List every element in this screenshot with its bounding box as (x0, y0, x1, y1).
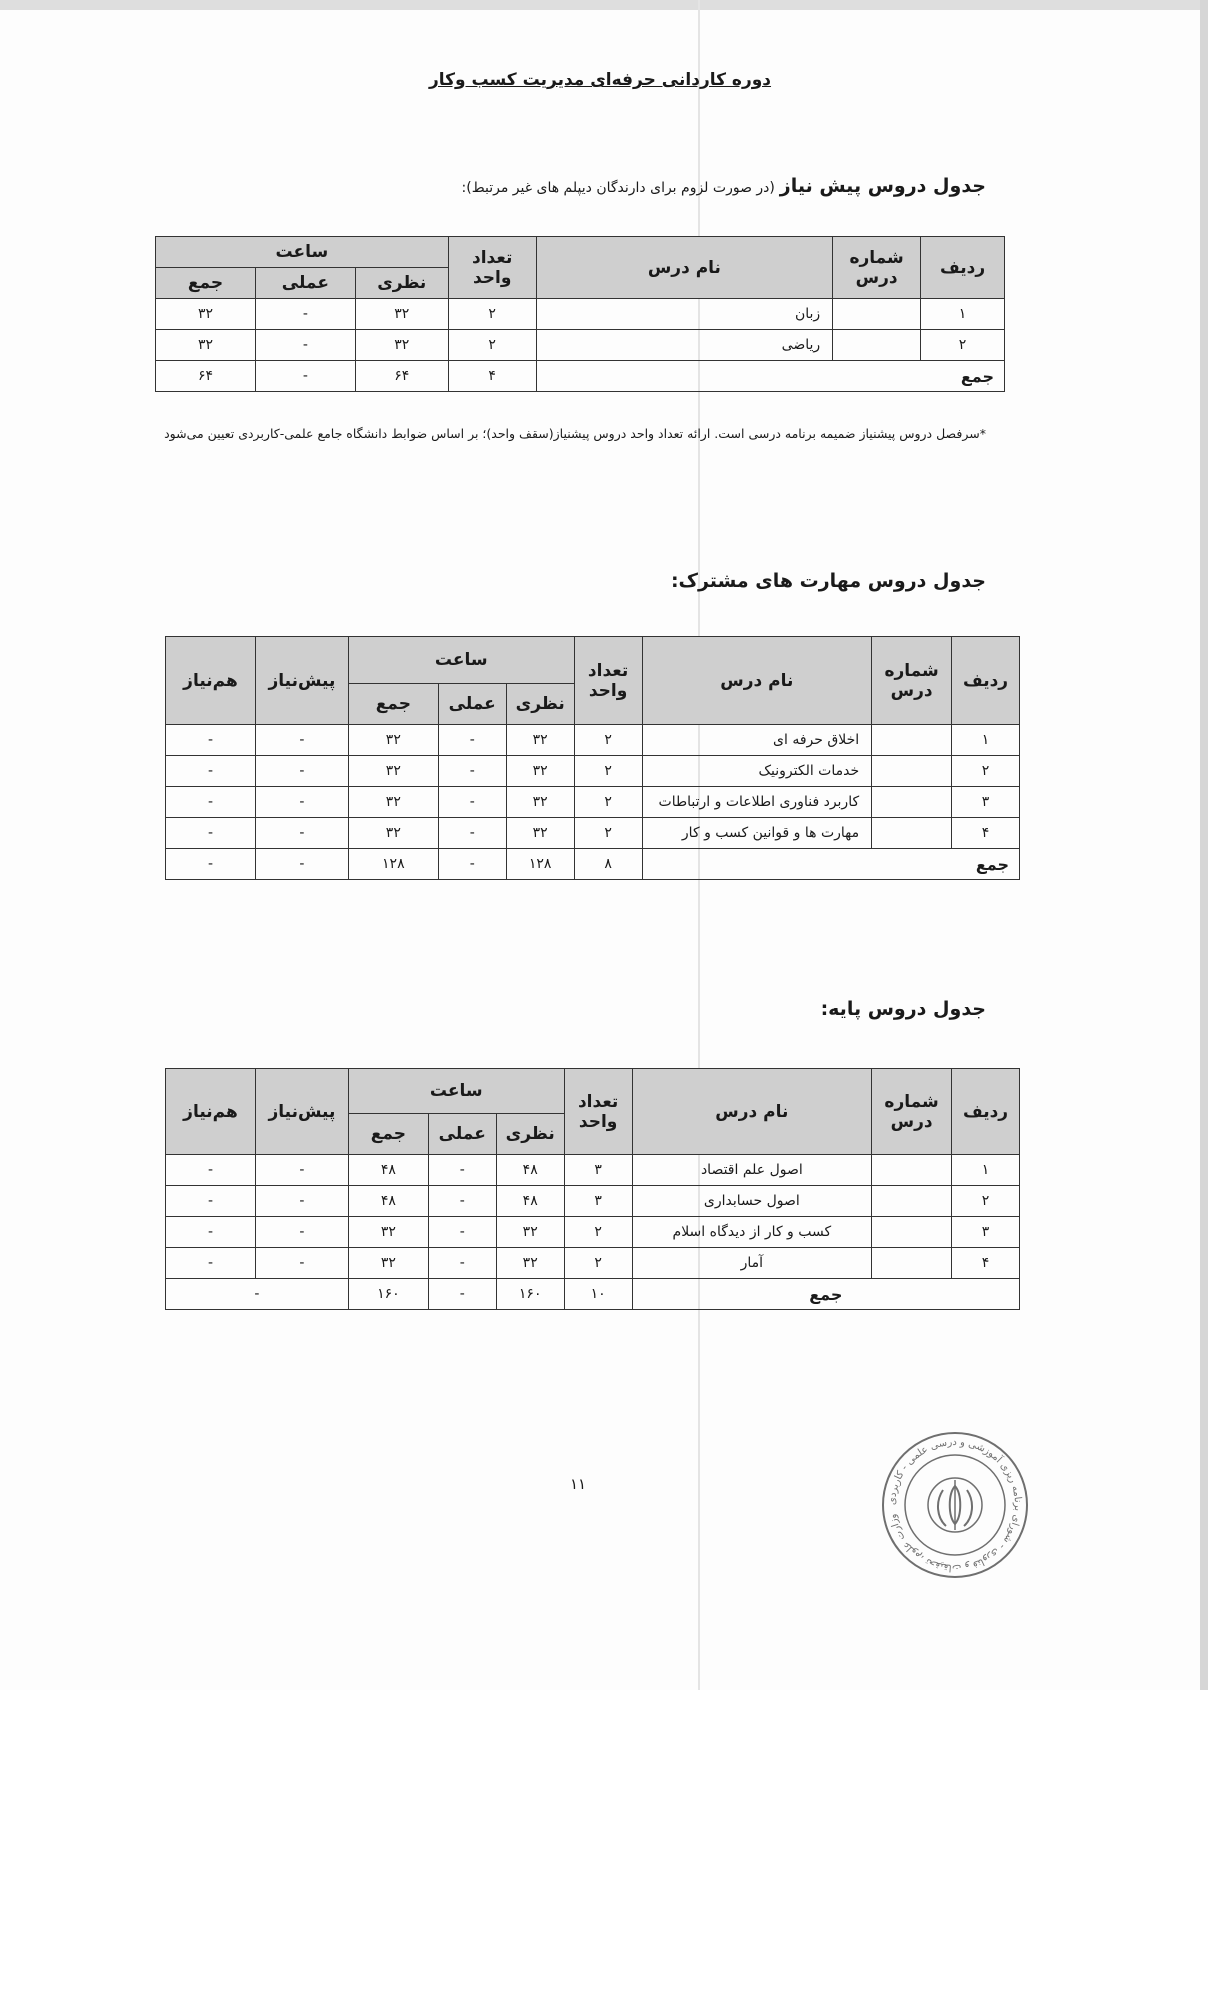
cell-practical: - (428, 1217, 496, 1248)
cell-row: ۱ (921, 299, 1005, 330)
cell-sum-practical: - (255, 361, 355, 392)
cell-sum-units: ۱۰ (564, 1279, 632, 1310)
col-prerequisite: پیش‌نیاز (255, 1069, 348, 1155)
table-sum-row (166, 1279, 1020, 1310)
cell-units: ۳ (564, 1155, 632, 1186)
cell-units: ۲ (564, 1217, 632, 1248)
cell-sum-theory: ۱۶۰ (496, 1279, 564, 1310)
cell-prerequisite: - (255, 756, 348, 787)
cell-code (833, 330, 921, 361)
col-course-name: نام درس (642, 637, 872, 725)
cell-course-name: زبان (536, 299, 833, 330)
cell-units: ۲ (574, 818, 642, 849)
cell-units: ۲ (574, 725, 642, 756)
cell-units: ۲ (448, 299, 536, 330)
cell-row: ۴ (952, 818, 1020, 849)
cell-corequisite: - (166, 787, 256, 818)
cell-sum-prerequisite: - (255, 849, 348, 880)
cell-sum-practical: - (428, 1279, 496, 1310)
cell-sum-corequisite: - (166, 849, 256, 880)
cell-units: ۳ (564, 1186, 632, 1217)
col-code: شماره درس (833, 237, 921, 299)
col-code: شماره درس (872, 1069, 952, 1155)
seal-icon (880, 1430, 1030, 1580)
cell-code (872, 818, 952, 849)
cell-sum-units: ۴ (448, 361, 536, 392)
cell-theory: ۳۲ (355, 330, 448, 361)
cell-theory: ۳۲ (506, 725, 574, 756)
cell-units: ۲ (564, 1248, 632, 1279)
cell-sum-units: ۸ (574, 849, 642, 880)
cell-course-name: خدمات الکترونیک (642, 756, 872, 787)
col-practical: عملی (255, 268, 355, 299)
cell-code (872, 787, 952, 818)
cell-corequisite: - (166, 1186, 256, 1217)
table-row (166, 818, 1020, 849)
ministry-seal-stamp (880, 1430, 1030, 1584)
cell-total: ۳۲ (156, 330, 256, 361)
document-header: دوره کاردانی حرفه‌ای مدیریت کسب وکار (428, 70, 772, 90)
cell-prerequisite: - (255, 725, 348, 756)
cell-corequisite: - (166, 1155, 256, 1186)
cell-code (872, 1248, 952, 1279)
col-corequisite: هم‌نیاز (166, 637, 256, 725)
prerequisite-table-title (462, 175, 986, 197)
table-row (166, 787, 1020, 818)
cell-total: ۴۸ (348, 1186, 428, 1217)
cell-total: ۳۲ (348, 818, 438, 849)
col-course-name: نام درس (632, 1069, 872, 1155)
cell-course-name: اخلاق حرفه ای (642, 725, 872, 756)
cell-row: ۴ (952, 1248, 1020, 1279)
cell-sum-theory: ۱۲۸ (506, 849, 574, 880)
cell-corequisite: - (166, 1217, 256, 1248)
col-row: ردیف (952, 637, 1020, 725)
cell-code (872, 725, 952, 756)
cell-course-name: اصول حسابداری (632, 1186, 872, 1217)
cell-units: ۲ (448, 330, 536, 361)
table-row (156, 299, 1005, 330)
table-sum-row (156, 361, 1005, 392)
prerequisite-table-title-note: (در صورت لزوم برای دارندگان دیپلم های غیر مرتبط): (461, 180, 775, 196)
cell-course-name: ریاضی (536, 330, 833, 361)
cell-code (872, 1217, 952, 1248)
table-row (166, 1155, 1020, 1186)
col-total: جمع (156, 268, 256, 299)
col-theory: نظری (355, 268, 448, 299)
cell-total: ۳۲ (348, 1217, 428, 1248)
cell-sum-total: ۱۲۸ (348, 849, 438, 880)
cell-units: ۲ (574, 787, 642, 818)
cell-course-name: کسب و کار از دیدگاه اسلام (632, 1217, 872, 1248)
cell-theory: ۳۲ (506, 818, 574, 849)
cell-row: ۱ (952, 1155, 1020, 1186)
col-theory: نظری (506, 684, 574, 725)
cell-theory: ۳۲ (496, 1217, 564, 1248)
cell-row: ۲ (952, 1186, 1020, 1217)
cell-row: ۳ (952, 787, 1020, 818)
table-row (166, 725, 1020, 756)
col-course-name: نام درس (536, 237, 833, 299)
cell-sum-total: ۶۴ (156, 361, 256, 392)
table-row (166, 1186, 1020, 1217)
basic-courses-table-title-text: جدول دروس پایه: (820, 998, 986, 1020)
cell-theory: ۳۲ (355, 299, 448, 330)
cell-practical: - (438, 818, 506, 849)
table-row (156, 330, 1005, 361)
cell-total: ۳۲ (156, 299, 256, 330)
cell-total: ۳۲ (348, 756, 438, 787)
col-code: شماره درس (872, 637, 952, 725)
col-practical: عملی (428, 1114, 496, 1155)
cell-code (872, 756, 952, 787)
cell-sum-label: جمع (536, 361, 1004, 392)
prerequisite-table-title-main: جدول دروس پیش نیاز (779, 175, 986, 197)
cell-practical: - (438, 725, 506, 756)
basic-courses-table-title (821, 998, 986, 1020)
cell-prerequisite: - (255, 818, 348, 849)
cell-practical: - (428, 1155, 496, 1186)
cell-practical: - (255, 299, 355, 330)
col-hours: ساعت (156, 237, 449, 268)
col-units: تعداد واحد (574, 637, 642, 725)
cell-theory: ۳۲ (506, 787, 574, 818)
cell-sum-total: ۱۶۰ (348, 1279, 428, 1310)
col-practical: عملی (438, 684, 506, 725)
cell-corequisite: - (166, 818, 256, 849)
table-row (166, 1248, 1020, 1279)
col-total: جمع (348, 684, 438, 725)
table-sum-row (166, 849, 1020, 880)
col-total: جمع (348, 1114, 428, 1155)
cell-practical: - (438, 756, 506, 787)
cell-sum-theory: ۶۴ (355, 361, 448, 392)
cell-row: ۲ (952, 756, 1020, 787)
cell-sum-practical: - (438, 849, 506, 880)
cell-theory: ۳۲ (506, 756, 574, 787)
cell-total: ۳۲ (348, 1248, 428, 1279)
cell-course-name: مهارت ها و قوانین کسب و کار (642, 818, 872, 849)
shared-skills-table-title-text: جدول دروس مهارت های مشترک: (670, 570, 986, 592)
cell-course-name: آمار (632, 1248, 872, 1279)
cell-total: ۳۲ (348, 725, 438, 756)
shared-skills-table-title (671, 570, 986, 592)
cell-prerequisite: - (255, 1155, 348, 1186)
cell-prerequisite: - (255, 787, 348, 818)
cell-theory: ۴۸ (496, 1186, 564, 1217)
cell-code (872, 1155, 952, 1186)
cell-prerequisite: - (255, 1248, 348, 1279)
cell-total: ۳۲ (348, 787, 438, 818)
cell-corequisite: - (166, 756, 256, 787)
col-units: تعداد واحد (448, 237, 536, 299)
cell-course-name: اصول علم اقتصاد (632, 1155, 872, 1186)
cell-sum-requisites: - (166, 1279, 349, 1310)
cell-corequisite: - (166, 1248, 256, 1279)
col-prerequisite: پیش‌نیاز (255, 637, 348, 725)
cell-practical: - (428, 1248, 496, 1279)
cell-sum-label: جمع (642, 849, 1019, 880)
cell-practical: - (438, 787, 506, 818)
cell-row: ۳ (952, 1217, 1020, 1248)
col-row: ردیف (921, 237, 1005, 299)
col-hours: ساعت (348, 1069, 564, 1114)
col-theory: نظری (496, 1114, 564, 1155)
cell-theory: ۳۲ (496, 1248, 564, 1279)
prerequisite-footnote: *سرفصل دروس پیشنیاز ضمیمه برنامه درسی است. ارائه تعداد واحد دروس پیشنیاز(سقف واحد)؛ بر اساس ضوابط دانشگاه جامع علمی-کاربردی تعیین می‌شود (164, 426, 986, 441)
cell-code (833, 299, 921, 330)
cell-sum-label: جمع (632, 1279, 1019, 1310)
page-number: ۱۱ (570, 1475, 587, 1493)
basic-courses-table (165, 1068, 1020, 1310)
cell-corequisite: - (166, 725, 256, 756)
cell-units: ۲ (574, 756, 642, 787)
cell-practical: - (428, 1186, 496, 1217)
table-row (166, 1217, 1020, 1248)
col-units: تعداد واحد (564, 1069, 632, 1155)
cell-prerequisite: - (255, 1217, 348, 1248)
shared-skills-table (165, 636, 1020, 880)
cell-code (872, 1186, 952, 1217)
cell-course-name: کاربرد فناوری اطلاعات و ارتباطات (642, 787, 872, 818)
col-hours: ساعت (348, 637, 574, 684)
cell-total: ۴۸ (348, 1155, 428, 1186)
col-corequisite: هم‌نیاز (166, 1069, 256, 1155)
cell-theory: ۴۸ (496, 1155, 564, 1186)
cell-practical: - (255, 330, 355, 361)
prerequisite-table (155, 236, 1005, 392)
cell-row: ۲ (921, 330, 1005, 361)
col-row: ردیف (952, 1069, 1020, 1155)
svg-text:وزارت علوم، تحقیقات و فناوری -: وزارت علوم، تحقیقات و فناوری - شورای برنامه ریزی آموزشی و درسی علمی - کاربردی (886, 1436, 1024, 1574)
cell-prerequisite: - (255, 1186, 348, 1217)
cell-row: ۱ (952, 725, 1020, 756)
table-row (166, 756, 1020, 787)
